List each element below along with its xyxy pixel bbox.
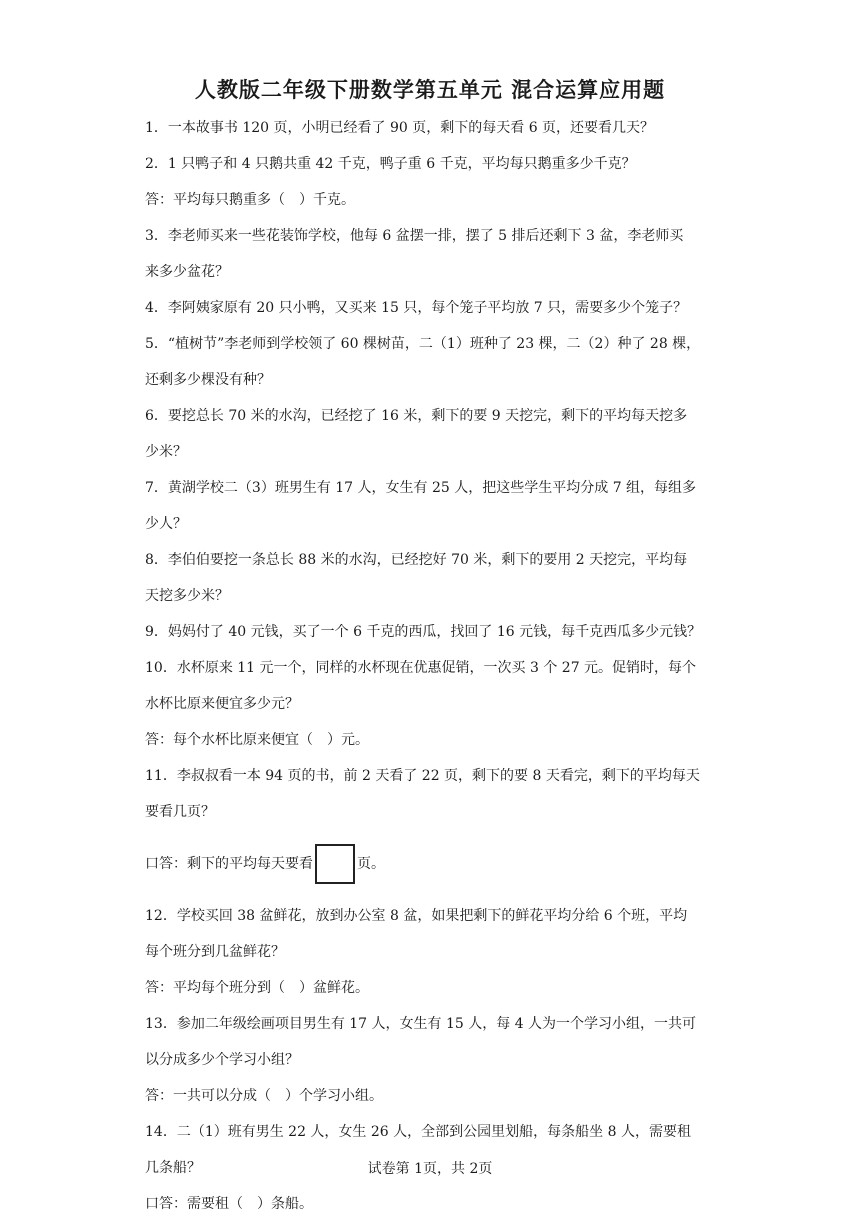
question-11-line-1: 11．李叔叔看一本 94 页的书，前 2 天看了 22 页，剩下的要 8 天看完，剩下的平均每天: [145, 768, 700, 784]
question-3-line-1: 3．李老师买来一些花装饰学校，他每 6 盆摆一排，摆了 5 排后还剩下 3 盆，李老师买: [145, 228, 684, 244]
question-7-line-1: 7．黄湖学校二（3）班男生有 17 人，女生有 25 人，把这些学生平均分成 7 组，每组多: [145, 480, 697, 496]
question-10-line-2: 水杯比原来便宜多少元？: [145, 696, 299, 712]
answer-12: 答：平均每个班分到（ ）盆鲜花。: [145, 980, 369, 996]
question-1: 1．一本故事书 120 页，小明已经看了 90 页，剩下的每天看 6 页，还要看几天？: [145, 120, 655, 136]
question-14-line-2: 几条船？: [145, 1160, 201, 1176]
question-3-line-2: 来多少盆花？: [145, 264, 229, 280]
answer-13: 答：一共可以分成（ ）个学习小组。: [145, 1088, 383, 1104]
page-footer: 试卷第 1页，共 2页: [367, 1161, 493, 1177]
answer-14: 口答：需要租（ ）条船。: [145, 1196, 313, 1212]
answer-box[interactable]: [315, 844, 355, 884]
question-list: [145, 118, 725, 1214]
question-8-line-2: 天挖多少米？: [145, 588, 229, 604]
question-10-line-1: 10．水杯原来 11 元一个，同样的水杯现在优惠促销，一次买 3 个 27 元。促销时，每个: [145, 660, 697, 676]
answer-11-after: 页。: [357, 856, 385, 872]
question-9: 9．妈妈付了 40 元钱，买了一个 6 千克的西瓜，找回了 16 元钱，每千克西瓜多少元钱？: [145, 624, 702, 640]
question-5-line-1: 5．“植树节”李老师到学校领了 60 棵树苗，二（1）班种了 23 棵，二（2）种了 28 棵，: [145, 336, 701, 352]
question-12-line-2: 每个班分到几盆鲜花？: [145, 944, 285, 960]
question-5-line-2: 还剩多少棵没有种？: [145, 372, 271, 388]
question-13-line-1: 13．参加二年级绘画项目男生有 17 人，女生有 15 人，每 4 人为一个学习小组，一共可: [145, 1016, 697, 1032]
answer-10: 答：每个水杯比原来便宜（ ）元。: [145, 732, 369, 748]
question-7-line-2: 少人？: [145, 516, 187, 532]
question-12-line-1: 12．学校买回 38 盆鲜花，放到办公室 8 盆，如果把剩下的鲜花平均分给 6 个班，平均: [145, 908, 688, 924]
question-14-line-1: 14．二（1）班有男生 22 人，女生 26 人，全部到公园里划船，每条船坐 8 人，需要租: [145, 1124, 691, 1140]
question-6-line-1: 6．要挖总长 70 米的水沟，已经挖了 16 米，剩下的要 9 天挖完，剩下的平均每天挖多: [145, 408, 688, 424]
question-13-line-2: 以分成多少个学习小组？: [145, 1052, 299, 1068]
question-6-line-2: 少米？: [145, 444, 187, 460]
page-title: 人教版二年级下册数学第五单元 混合运算应用题: [194, 78, 666, 102]
answer-11-before: 口答：剩下的平均每天要看: [145, 856, 313, 872]
question-11-line-2: 要看几页？: [145, 804, 215, 820]
answer-2: 答：平均每只鹅重多（ ）千克。: [145, 192, 355, 208]
question-4: 4．李阿姨家原有 20 只小鸭，又买来 15 只，每个笼子平均放 7 只，需要多少个笼子？: [145, 300, 688, 316]
question-2: 2．1 只鸭子和 4 只鹅共重 42 千克，鸭子重 6 千克，平均每只鹅重多少千克？: [145, 156, 636, 172]
answer-11: [145, 842, 725, 886]
question-8-line-1: 8．李伯伯要挖一条总长 88 米的水沟，已经挖好 70 米，剩下的要用 2 天挖完，平均每: [145, 552, 688, 568]
